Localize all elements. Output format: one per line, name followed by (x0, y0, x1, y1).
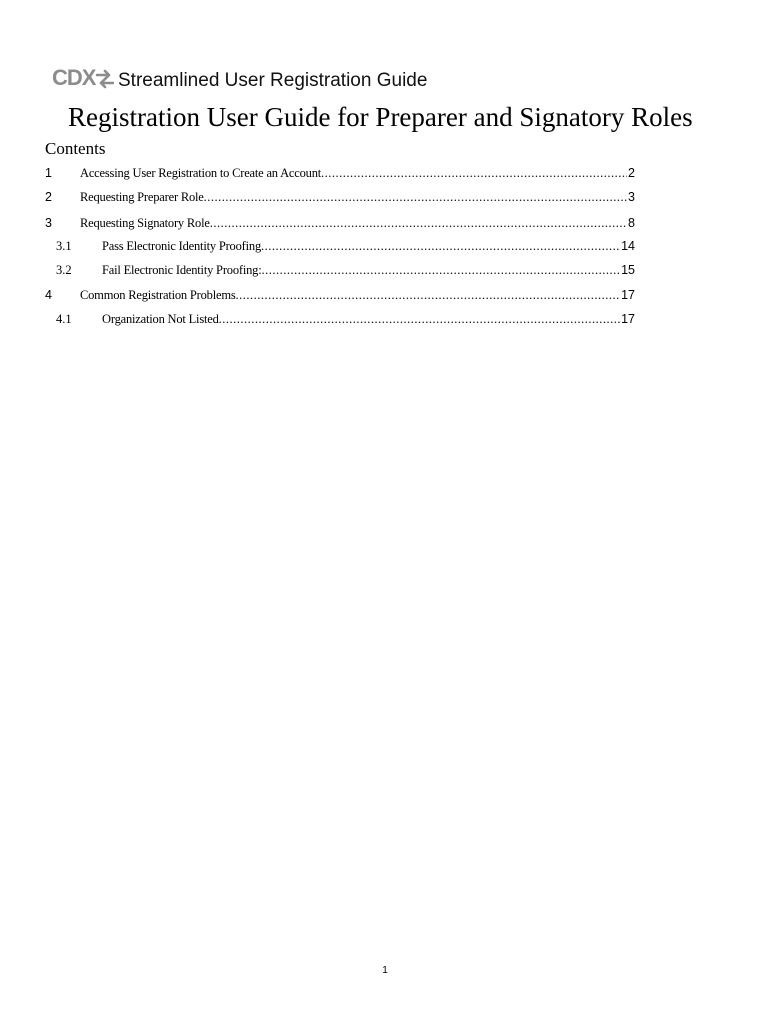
toc-entry-title[interactable]: Pass Electronic Identity Proofing (102, 239, 261, 253)
toc-entry-page[interactable]: 15 (621, 263, 635, 277)
toc-entry-page[interactable]: 17 (621, 312, 635, 326)
toc-entry-title[interactable]: Requesting Preparer Role (80, 190, 204, 204)
toc-entry-line (80, 285, 635, 305)
toc-entry-page[interactable]: 14 (621, 239, 635, 253)
toc-entry-title[interactable]: Organization Not Listed (102, 312, 219, 326)
document-header (52, 55, 427, 95)
header-title: Streamlined User Registration Guide (118, 70, 428, 91)
toc-entry-page[interactable]: 17 (621, 288, 635, 302)
toc-entry-number: 3.1 (56, 239, 72, 253)
toc-entry-1[interactable] (0, 163, 770, 183)
toc-entry-page[interactable]: 8 (628, 216, 635, 230)
toc-entry-3-2[interactable] (0, 260, 770, 280)
cdx-logo-text: CDX (52, 65, 96, 90)
toc-entry-title[interactable]: Common Registration Problems (80, 288, 236, 302)
toc-entry-number: 3 (45, 216, 52, 230)
toc-entry-number: 4 (45, 288, 52, 302)
page-number: 1 (382, 965, 388, 976)
toc-entry-title[interactable]: Accessing User Registration to Create an Account (80, 166, 322, 180)
toc-entry-3[interactable] (0, 213, 770, 233)
toc-entry-4-1[interactable] (0, 309, 770, 329)
toc-entry-3-1[interactable] (0, 236, 770, 256)
toc-entry-title[interactable]: Fail Electronic Identity Proofing: (102, 263, 262, 277)
toc-leader-dots (261, 260, 620, 280)
toc-entry-title[interactable]: Requesting Signatory Role (80, 216, 210, 230)
contents-heading: Contents (45, 139, 106, 158)
toc-leader-dots (261, 236, 620, 256)
toc-leader-dots (236, 285, 621, 305)
toc-leader-dots (321, 163, 627, 183)
toc-entry-number: 4.1 (56, 312, 72, 326)
toc-entry-line (102, 260, 635, 280)
toc-entry-number: 1 (45, 166, 52, 180)
toc-entry-number: 2 (45, 190, 52, 204)
toc-entry-line (102, 236, 635, 256)
toc-leader-dots (219, 309, 620, 329)
toc-entry-2[interactable] (0, 187, 770, 207)
toc-entry-line (80, 163, 635, 183)
toc-entry-page[interactable]: 2 (628, 166, 635, 180)
document-title: Registration User Guide for Preparer and Signatory Roles (68, 102, 693, 132)
cdx-logo (52, 67, 114, 95)
toc-leader-dots (210, 213, 627, 233)
toc-entry-number: 3.2 (56, 263, 72, 277)
toc-entry-line (80, 213, 635, 233)
toc-entry-4[interactable] (0, 285, 770, 305)
toc-entry-line (102, 309, 635, 329)
cdx-exchange-arrows-icon (96, 68, 114, 90)
toc-entry-page[interactable]: 3 (628, 190, 635, 204)
toc-leader-dots (204, 187, 627, 207)
toc-entry-line (80, 187, 635, 207)
